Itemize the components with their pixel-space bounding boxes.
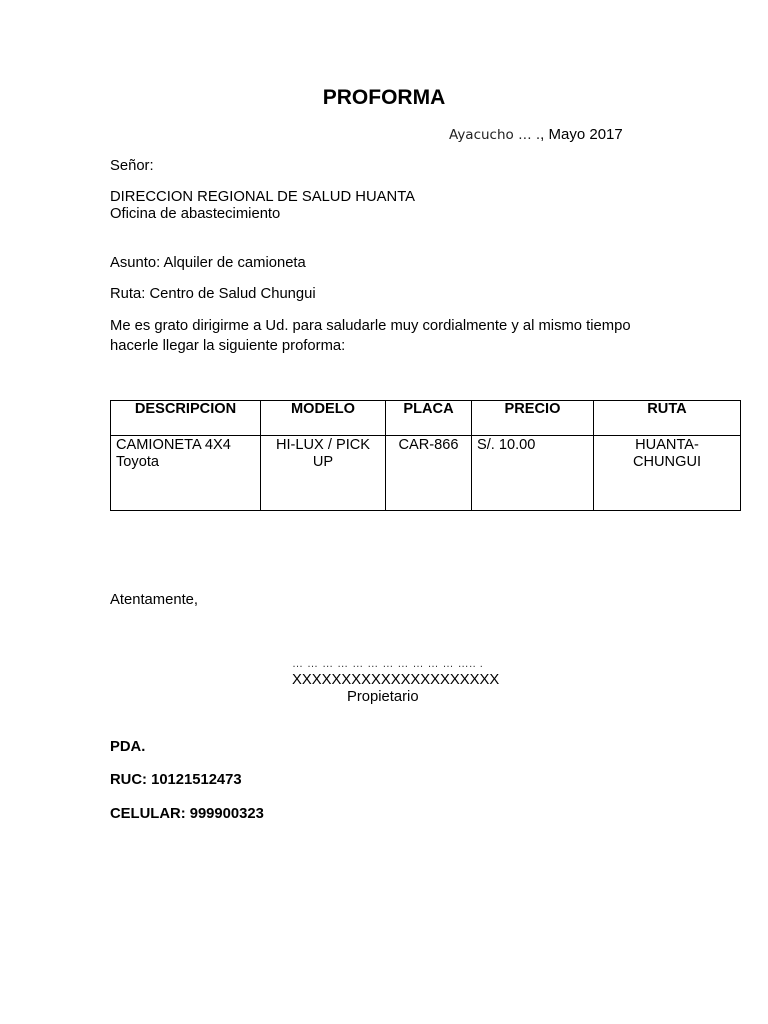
price-value: S/. 10.00 — [477, 437, 536, 453]
cell-ruta — [594, 436, 741, 511]
footer-ruc: RUC: 10121512473 — [110, 772, 242, 788]
salutation: Señor: — [110, 158, 154, 174]
body-line-1: Me es grato dirigirme a Ud. para saludarle muy cordialmente y al mismo tiempo — [110, 318, 631, 334]
proforma-table — [110, 400, 741, 511]
model-line-2: UP — [312, 454, 334, 470]
recipient-office: Oficina de abastecimiento — [110, 206, 281, 222]
document-title: PROFORMA — [322, 86, 446, 109]
header-precio: PRECIO — [472, 401, 594, 436]
plate-value: CAR-866 — [398, 437, 459, 453]
header-ruta: RUTA — [594, 401, 741, 436]
cell-precio — [472, 436, 594, 511]
header-descripcion: DESCRIPCION — [111, 401, 261, 436]
cell-modelo — [261, 436, 386, 511]
header-modelo: MODELO — [261, 401, 386, 436]
cell-descripcion — [111, 436, 261, 511]
route-line-2: CHUNGUI — [632, 454, 702, 470]
date-line — [449, 126, 623, 143]
header-placa: PLACA — [386, 401, 472, 436]
signature-role: Propietario — [347, 689, 419, 705]
date-city: Ayacucho … . — [449, 127, 541, 143]
footer-pda: PDA. — [110, 739, 146, 755]
table-header-row — [111, 401, 741, 436]
subject-line: Asunto: Alquiler de camioneta — [110, 255, 306, 271]
route-line: Ruta: Centro de Salud Chungui — [110, 286, 316, 302]
body-line-2: hacerle llegar la siguiente proforma: — [110, 338, 346, 354]
desc-line-1: CAMIONETA 4X4 — [116, 437, 231, 453]
closing: Atentamente, — [110, 592, 199, 608]
footer-phone: CELULAR: 999900323 — [110, 806, 264, 822]
signature-name: XXXXXXXXXXXXXXXXXXXXX — [292, 672, 500, 688]
model-line-1: HI-LUX / PICK — [275, 437, 371, 453]
signature-dots: … … … … … … … … … … … ….. . — [292, 658, 484, 670]
desc-line-2: Toyota — [116, 454, 159, 470]
cell-placa — [386, 436, 472, 511]
recipient-org: DIRECCION REGIONAL DE SALUD HUANTA — [110, 189, 416, 205]
date-rest: , Mayo 2017 — [540, 126, 623, 143]
route-line-1: HUANTA- — [635, 437, 699, 453]
table-row — [111, 436, 741, 511]
